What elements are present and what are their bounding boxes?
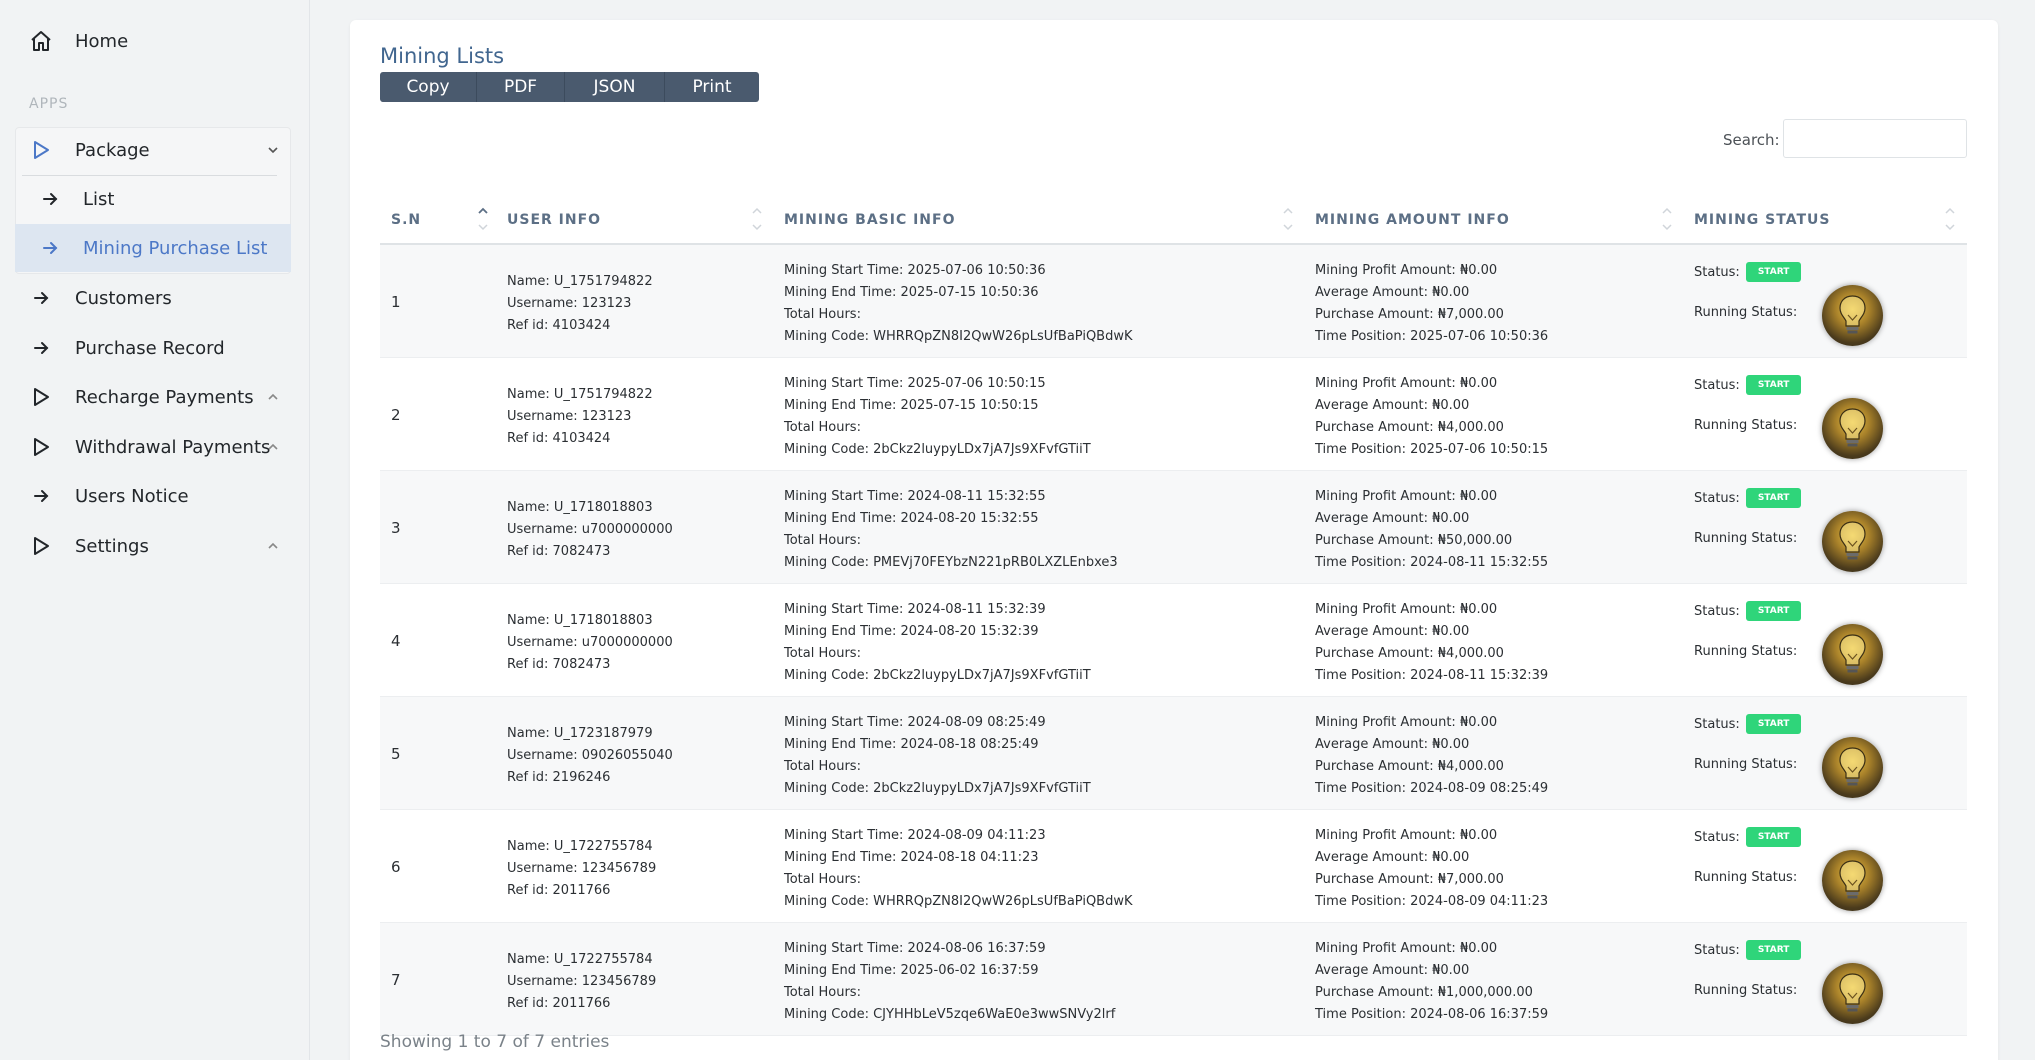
- user-name: Name: U_1718018803: [507, 500, 653, 515]
- sidebar-item-label: Mining Purchase List: [83, 237, 268, 259]
- user-username: Username: u7000000000: [507, 635, 673, 650]
- search-label: Search:: [1723, 131, 1780, 149]
- lightbulb-icon: [1822, 511, 1883, 572]
- sort-icon[interactable]: [1660, 206, 1674, 236]
- mining-end-time: Mining End Time: 2025-07-15 10:50:15: [784, 398, 1039, 413]
- purchase-amount: Purchase Amount: ₦1,000,000.00: [1315, 985, 1533, 1000]
- total-hours: Total Hours:: [784, 872, 861, 887]
- status-label: Status:: [1694, 490, 1740, 506]
- total-hours: Total Hours:: [784, 759, 861, 774]
- running-status-label: Running Status:: [1694, 418, 1798, 433]
- running-status-label: Running Status:: [1694, 531, 1798, 546]
- mining-basic-info-cell: [784, 599, 1091, 687]
- user-name: Name: U_1723187979: [507, 726, 653, 741]
- average-amount: Average Amount: ₦0.00: [1315, 624, 1470, 639]
- user-info-cell: [507, 497, 673, 563]
- arrow-right-icon: [38, 187, 62, 211]
- row-sn: 2: [391, 406, 401, 424]
- time-position: Time Position: 2024-08-09 08:25:49: [1315, 781, 1549, 796]
- user-info-cell: [507, 610, 673, 676]
- print-button[interactable]: Print: [692, 77, 732, 97]
- sort-icon[interactable]: [1281, 206, 1295, 236]
- json-button[interactable]: JSON: [565, 72, 665, 102]
- mining-code: Mining Code: 2bCkz2luypyLDx7jA7Js9XFvfGTiiT: [784, 668, 1091, 683]
- search-input[interactable]: [1783, 119, 1967, 158]
- mining-basic-info-cell: [784, 938, 1115, 1026]
- mining-end-time: Mining End Time: 2025-07-15 10:50:36: [784, 285, 1039, 300]
- copy-button[interactable]: Copy: [380, 72, 477, 102]
- row-sn: 1: [391, 293, 401, 311]
- lightbulb-icon: [1822, 963, 1883, 1024]
- running-status-label: Running Status:: [1694, 757, 1798, 772]
- sidebar-item-settings[interactable]: [0, 522, 310, 570]
- lightbulb-icon: [1822, 624, 1883, 685]
- running-status-label: Running Status:: [1694, 305, 1798, 320]
- export-button-group: [380, 72, 759, 102]
- sidebar-item-purchase-record[interactable]: [0, 324, 310, 372]
- purchase-amount: Purchase Amount: ₦7,000.00: [1315, 307, 1504, 322]
- mining-basic-info-cell: [784, 486, 1118, 574]
- status-label: Status:: [1694, 603, 1740, 619]
- total-hours: Total Hours:: [784, 533, 861, 548]
- user-ref-id: Ref id: 7082473: [507, 544, 611, 559]
- status-badge[interactable]: START: [1746, 940, 1802, 960]
- mining-list-card: [350, 20, 1998, 1060]
- mining-start-time: Mining Start Time: 2024-08-11 15:32:39: [784, 602, 1046, 617]
- sort-icon[interactable]: [476, 206, 490, 236]
- user-ref-id: Ref id: 2011766: [507, 883, 611, 898]
- lightbulb-icon: [1822, 737, 1883, 798]
- user-name: Name: U_1751794822: [507, 274, 653, 289]
- home-icon: [29, 29, 53, 53]
- mining-profit-amount: Mining Profit Amount: ₦0.00: [1315, 602, 1498, 617]
- mining-end-time: Mining End Time: 2024-08-18 08:25:49: [784, 737, 1039, 752]
- chevron-up-icon: [266, 440, 280, 454]
- user-username: Username: u7000000000: [507, 522, 673, 537]
- sort-icon[interactable]: [1943, 206, 1957, 236]
- mining-end-time: Mining End Time: 2024-08-20 15:32:55: [784, 511, 1039, 526]
- average-amount: Average Amount: ₦0.00: [1315, 398, 1470, 413]
- mining-code: Mining Code: CJYHHbLeV5zqe6WaE0e3wwSNVy2lrf: [784, 1007, 1116, 1022]
- sidebar-item-list[interactable]: [15, 175, 291, 223]
- sidebar-item-label: Purchase Record: [75, 337, 225, 359]
- sidebar: [0, 0, 310, 1060]
- user-ref-id: Ref id: 4103424: [507, 431, 611, 446]
- status-badge[interactable]: START: [1746, 714, 1802, 734]
- user-username: Username: 09026055040: [507, 748, 673, 763]
- column-header-user-info[interactable]: USER INFO: [507, 212, 602, 228]
- user-username: Username: 123456789: [507, 861, 657, 876]
- mining-amount-info-cell: [1315, 599, 1548, 687]
- sidebar-item-label: Package: [75, 139, 150, 161]
- status-line: [1694, 940, 1801, 960]
- time-position: Time Position: 2024-08-11 15:32:55: [1315, 555, 1549, 570]
- purchase-amount: Purchase Amount: ₦4,000.00: [1315, 420, 1504, 435]
- table-info-text: Showing 1 to 7 of 7 entries: [380, 1032, 610, 1052]
- average-amount: Average Amount: ₦0.00: [1315, 737, 1470, 752]
- user-info-cell: [507, 836, 656, 902]
- user-ref-id: Ref id: 2196246: [507, 770, 611, 785]
- average-amount: Average Amount: ₦0.00: [1315, 850, 1470, 865]
- sidebar-item-withdrawal-payments[interactable]: [0, 423, 310, 471]
- status-line: [1694, 375, 1801, 395]
- sidebar-item-mining-purchase-list[interactable]: [15, 224, 291, 272]
- time-position: Time Position: 2025-07-06 10:50:36: [1315, 329, 1549, 344]
- purchase-amount: Purchase Amount: ₦50,000.00: [1315, 533, 1513, 548]
- mining-amount-info-cell: [1315, 373, 1548, 461]
- user-info-cell: [507, 271, 653, 337]
- purchase-amount: Purchase Amount: ₦4,000.00: [1315, 646, 1504, 661]
- sidebar-item-customers[interactable]: [0, 274, 310, 322]
- running-status-label: Running Status:: [1694, 870, 1798, 885]
- status-label: Status:: [1694, 942, 1740, 958]
- time-position: Time Position: 2024-08-06 16:37:59: [1315, 1007, 1549, 1022]
- sidebar-item-label: Settings: [75, 535, 149, 557]
- mining-end-time: Mining End Time: 2025-06-02 16:37:59: [784, 963, 1039, 978]
- average-amount: Average Amount: ₦0.00: [1315, 285, 1470, 300]
- user-ref-id: Ref id: 2011766: [507, 996, 611, 1011]
- sidebar-item-label: Customers: [75, 287, 172, 309]
- purchase-amount: Purchase Amount: ₦4,000.00: [1315, 759, 1504, 774]
- total-hours: Total Hours:: [784, 420, 861, 435]
- row-sn: 3: [391, 519, 401, 537]
- mining-profit-amount: Mining Profit Amount: ₦0.00: [1315, 376, 1498, 391]
- status-label: Status:: [1694, 377, 1740, 393]
- mining-start-time: Mining Start Time: 2024-08-09 04:11:23: [784, 828, 1046, 843]
- table-header: [380, 190, 1967, 245]
- play-triangle-icon: [29, 138, 53, 162]
- mining-amount-info-cell: [1315, 486, 1548, 574]
- status-badge[interactable]: START: [1746, 488, 1802, 508]
- column-header-mining-basic-info[interactable]: MINING BASIC INFO: [784, 212, 956, 228]
- table-row: [380, 923, 1967, 1036]
- status-badge[interactable]: START: [1746, 262, 1802, 282]
- mining-basic-info-cell: [784, 712, 1091, 800]
- mining-profit-amount: Mining Profit Amount: ₦0.00: [1315, 715, 1498, 730]
- status-label: Status:: [1694, 264, 1740, 280]
- mining-code: Mining Code: WHRRQpZN8I2QwW26pLsUfBaPiQBdwK: [784, 329, 1133, 344]
- status-line: [1694, 262, 1801, 282]
- sidebar-item-label: Users Notice: [75, 485, 189, 507]
- status-line: [1694, 714, 1801, 734]
- chevron-up-icon: [266, 539, 280, 553]
- average-amount: Average Amount: ₦0.00: [1315, 963, 1470, 978]
- lightbulb-icon: [1822, 850, 1883, 911]
- table-row: [380, 471, 1967, 584]
- sidebar-item-label: Withdrawal Payments: [75, 436, 271, 458]
- row-sn: 5: [391, 745, 401, 763]
- arrow-right-icon: [38, 236, 62, 260]
- mining-end-time: Mining End Time: 2024-08-18 04:11:23: [784, 850, 1039, 865]
- status-label: Status:: [1694, 716, 1740, 732]
- total-hours: Total Hours:: [784, 985, 861, 1000]
- mining-start-time: Mining Start Time: 2024-08-06 16:37:59: [784, 941, 1046, 956]
- user-name: Name: U_1722755784: [507, 952, 653, 967]
- status-line: [1694, 488, 1801, 508]
- chevron-up-icon: [266, 390, 280, 404]
- mining-start-time: Mining Start Time: 2024-08-11 15:32:55: [784, 489, 1046, 504]
- arrow-right-icon: [29, 336, 53, 360]
- user-username: Username: 123123: [507, 409, 632, 424]
- table-row: [380, 697, 1967, 810]
- mining-amount-info-cell: [1315, 712, 1548, 800]
- sidebar-item-home[interactable]: [0, 17, 310, 65]
- mining-basic-info-cell: [784, 825, 1133, 913]
- user-ref-id: Ref id: 7082473: [507, 657, 611, 672]
- row-sn: 6: [391, 858, 401, 876]
- lightbulb-icon: [1822, 285, 1883, 346]
- user-name: Name: U_1751794822: [507, 387, 653, 402]
- table-row: [380, 584, 1967, 697]
- running-status-label: Running Status:: [1694, 983, 1798, 998]
- mining-start-time: Mining Start Time: 2025-07-06 10:50:36: [784, 263, 1046, 278]
- time-position: Time Position: 2025-07-06 10:50:15: [1315, 442, 1549, 457]
- sidebar-item-label: List: [83, 188, 115, 210]
- user-name: Name: U_1722755784: [507, 839, 653, 854]
- purchase-amount: Purchase Amount: ₦7,000.00: [1315, 872, 1504, 887]
- user-info-cell: [507, 723, 673, 789]
- mining-table: [380, 190, 1967, 1036]
- average-amount: Average Amount: ₦0.00: [1315, 511, 1470, 526]
- user-ref-id: Ref id: 4103424: [507, 318, 611, 333]
- column-header-mining-status[interactable]: MINING STATUS: [1694, 212, 1831, 228]
- table-row: [380, 245, 1967, 358]
- row-sn: 7: [391, 971, 401, 989]
- row-sn: 4: [391, 632, 401, 650]
- user-username: Username: 123123: [507, 296, 632, 311]
- column-header-sn[interactable]: S.N: [391, 212, 422, 228]
- sort-icon[interactable]: [750, 206, 764, 236]
- user-info-cell: [507, 384, 653, 450]
- mining-code: Mining Code: 2bCkz2luypyLDx7jA7Js9XFvfGTiiT: [784, 442, 1091, 457]
- mining-code: Mining Code: PMEVj70FEYbzN221pRB0LXZLEnbxe3: [784, 555, 1118, 570]
- pdf-button[interactable]: PDF: [477, 72, 565, 102]
- sidebar-item-label: Recharge Payments: [75, 386, 254, 408]
- status-badge[interactable]: START: [1746, 375, 1802, 395]
- mining-profit-amount: Mining Profit Amount: ₦0.00: [1315, 828, 1498, 843]
- mining-profit-amount: Mining Profit Amount: ₦0.00: [1315, 941, 1498, 956]
- status-badge[interactable]: START: [1746, 827, 1802, 847]
- page-title: Mining Lists: [380, 44, 505, 68]
- mining-start-time: Mining Start Time: 2025-07-06 10:50:15: [784, 376, 1046, 391]
- arrow-right-icon: [29, 286, 53, 310]
- mining-basic-info-cell: [784, 260, 1133, 348]
- mining-amount-info-cell: [1315, 260, 1548, 348]
- sidebar-item-users-notice[interactable]: [0, 472, 310, 520]
- sidebar-item-package[interactable]: [0, 126, 310, 174]
- mining-amount-info-cell: [1315, 825, 1548, 913]
- column-header-mining-amount-info[interactable]: MINING AMOUNT INFO: [1315, 212, 1510, 228]
- mining-profit-amount: Mining Profit Amount: ₦0.00: [1315, 489, 1498, 504]
- sidebar-item-recharge-payments[interactable]: [0, 373, 310, 421]
- mining-basic-info-cell: [784, 373, 1091, 461]
- mining-amount-info-cell: [1315, 938, 1548, 1026]
- play-triangle-icon: [29, 385, 53, 409]
- chevron-down-icon: [266, 143, 280, 157]
- mining-profit-amount: Mining Profit Amount: ₦0.00: [1315, 263, 1498, 278]
- total-hours: Total Hours:: [784, 307, 861, 322]
- time-position: Time Position: 2024-08-09 04:11:23: [1315, 894, 1549, 909]
- mining-code: Mining Code: WHRRQpZN8I2QwW26pLsUfBaPiQBdwK: [784, 894, 1133, 909]
- lightbulb-icon: [1822, 398, 1883, 459]
- user-name: Name: U_1718018803: [507, 613, 653, 628]
- mining-code: Mining Code: 2bCkz2luypyLDx7jA7Js9XFvfGTiiT: [784, 781, 1091, 796]
- mining-end-time: Mining End Time: 2024-08-20 15:32:39: [784, 624, 1039, 639]
- total-hours: Total Hours:: [784, 646, 861, 661]
- user-info-cell: [507, 949, 656, 1015]
- user-username: Username: 123456789: [507, 974, 657, 989]
- status-line: [1694, 827, 1801, 847]
- status-line: [1694, 601, 1801, 621]
- sidebar-item-label: Home: [75, 30, 129, 52]
- status-badge[interactable]: START: [1746, 601, 1802, 621]
- play-triangle-icon: [29, 534, 53, 558]
- table-body: [380, 245, 1967, 1036]
- arrow-right-icon: [29, 484, 53, 508]
- mining-start-time: Mining Start Time: 2024-08-09 08:25:49: [784, 715, 1046, 730]
- time-position: Time Position: 2024-08-11 15:32:39: [1315, 668, 1549, 683]
- sidebar-section-label: APPS: [29, 96, 69, 112]
- status-label: Status:: [1694, 829, 1740, 845]
- play-triangle-icon: [29, 435, 53, 459]
- table-row: [380, 358, 1967, 471]
- table-row: [380, 810, 1967, 923]
- running-status-label: Running Status:: [1694, 644, 1798, 659]
